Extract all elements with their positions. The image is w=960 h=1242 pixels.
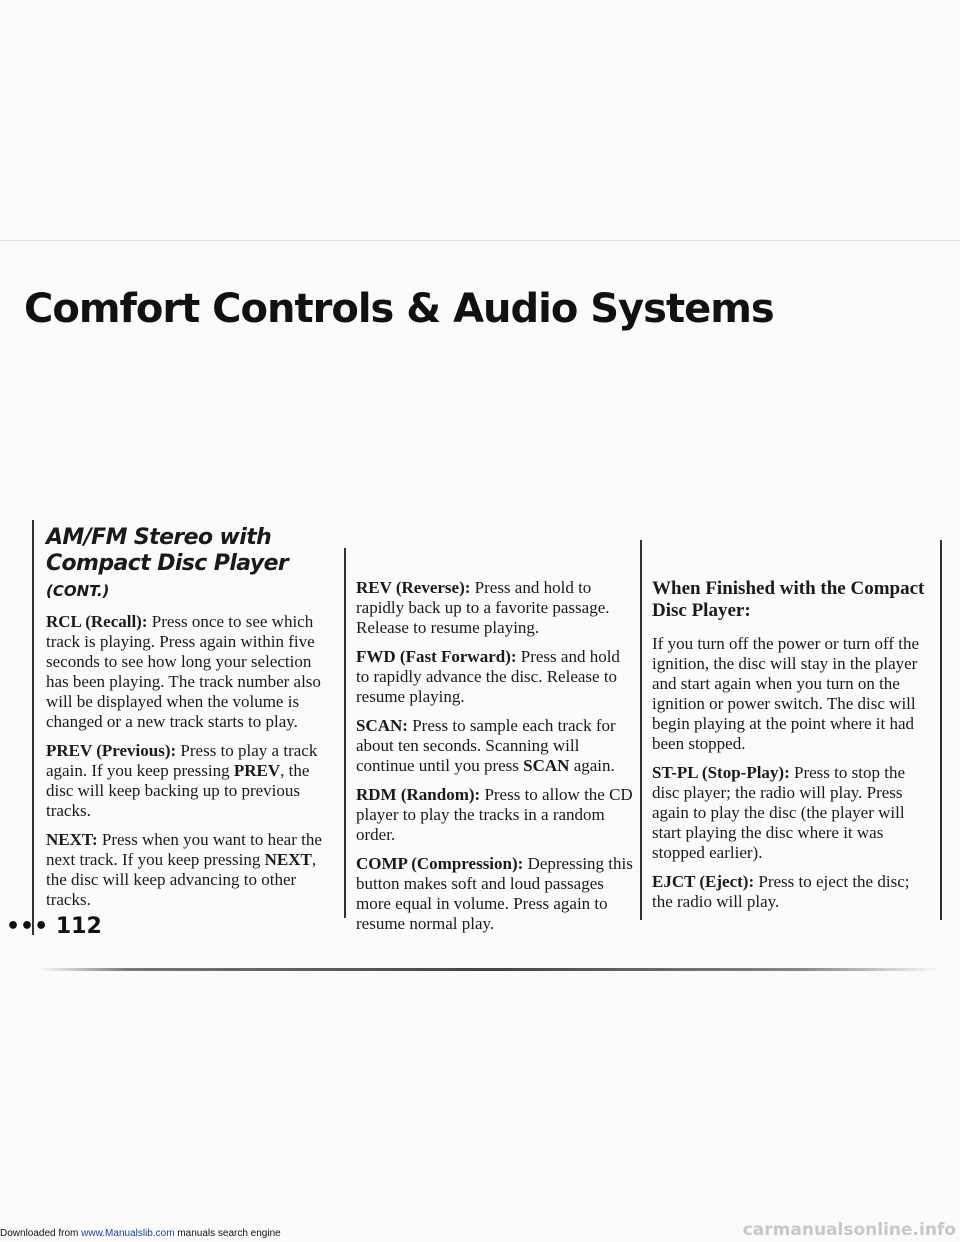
term-scan-inline: SCAN bbox=[523, 756, 570, 775]
term-prev: PREV (Previous): bbox=[46, 741, 177, 760]
site-watermark: carmanualsonline.info bbox=[742, 1220, 956, 1240]
manualslib-link[interactable]: www.Manualslib.com bbox=[81, 1228, 175, 1239]
chapter-title: Comfort Controls & Audio Systems bbox=[24, 286, 774, 332]
paragraph-intro: If you turn off the power or turn off the ignition, the disc will stay in the player and start again when you turn on the ignition or power switch. The disc will begin playing at the point where it had been stopped. bbox=[652, 634, 920, 753]
paragraph-next bbox=[46, 830, 338, 910]
term-ejct: EJCT (Eject): bbox=[652, 872, 755, 891]
text-prev: Press to play a track again. If you keep pressing bbox=[46, 741, 318, 780]
text-comp: Depressing this button makes soft and loud passages more equal in volume. Press again to resume normal play. bbox=[356, 854, 633, 933]
text-st-pl: Press to stop the disc player; the radio will play. Press again to play the disc (the player will start playing the disc where it was stopped earlier). bbox=[652, 763, 905, 862]
column-3 bbox=[652, 578, 930, 921]
section-continued-label: (CONT.) bbox=[46, 582, 110, 600]
term-next: NEXT: bbox=[46, 830, 98, 849]
paragraph-rdm bbox=[356, 785, 634, 845]
text-ejct: Press to eject the disc; the radio will play. bbox=[652, 872, 910, 911]
column-divider-1 bbox=[32, 520, 34, 935]
section-title: AM/FM Stereo with Compact Disc Player (CONT.) bbox=[46, 525, 289, 600]
text-fwd: Press and hold to rapidly advance the disc. Release to resume playing. bbox=[356, 647, 620, 706]
term-rdm: RDM (Random): bbox=[356, 785, 481, 804]
column-divider-2 bbox=[344, 548, 346, 918]
paragraph-rcl bbox=[46, 612, 338, 732]
page-number: ••• 112 bbox=[6, 914, 102, 939]
column-2 bbox=[356, 578, 634, 943]
download-suffix: manuals search engine bbox=[174, 1228, 281, 1239]
term-next-inline: NEXT bbox=[264, 850, 312, 869]
term-rcl: RCL (Recall): bbox=[46, 612, 148, 631]
paragraph-rev bbox=[356, 578, 634, 638]
text-rev: Press and hold to rapidly back up to a favorite passage. Release to resume playing. bbox=[356, 578, 610, 637]
top-divider bbox=[0, 240, 960, 241]
text-next-2: , the disc will keep advancing to other tracks. bbox=[46, 850, 317, 909]
column-1 bbox=[46, 525, 338, 919]
paragraph-comp bbox=[356, 854, 634, 934]
term-st-pl: ST-PL (Stop-Play): bbox=[652, 763, 790, 782]
paragraph-st-pl bbox=[652, 763, 930, 863]
term-comp: COMP (Compression): bbox=[356, 854, 524, 873]
term-prev-inline: PREV bbox=[233, 761, 281, 780]
text-scan-2: again. bbox=[569, 756, 615, 775]
term-fwd: FWD (Fast Forward): bbox=[356, 647, 517, 666]
paragraph-prev bbox=[46, 741, 338, 821]
text-next: Press when you want to hear the next track. If you keep pressing bbox=[46, 830, 322, 869]
text-rcl: Press once to see which track is playing. Press again within five seconds to see how long your selection has been playing. The track number also will be displayed when the volume is changed or a new track starts to play. bbox=[46, 612, 321, 731]
term-scan: SCAN: bbox=[356, 716, 408, 735]
paragraph-scan bbox=[356, 716, 634, 776]
download-prefix: Downloaded from bbox=[0, 1228, 82, 1239]
text-scan: Press to sample each track for about ten seconds. Scanning will continue until you press bbox=[356, 716, 616, 775]
bottom-divider bbox=[40, 968, 940, 971]
paragraph-fwd bbox=[356, 647, 634, 707]
column-divider-3 bbox=[640, 540, 642, 920]
column-divider-4 bbox=[940, 540, 942, 920]
term-rev: REV (Reverse): bbox=[356, 578, 471, 597]
subheading-when-finished: When Finished with the Compact Disc Player: bbox=[652, 578, 925, 621]
text-prev-2: , the disc will keep backing up to previous tracks. bbox=[46, 761, 310, 820]
text-rdm: Press to allow the CD player to play the tracks in a random order. bbox=[356, 785, 633, 844]
paragraph-ejct bbox=[652, 872, 930, 912]
download-notice bbox=[0, 1228, 281, 1239]
